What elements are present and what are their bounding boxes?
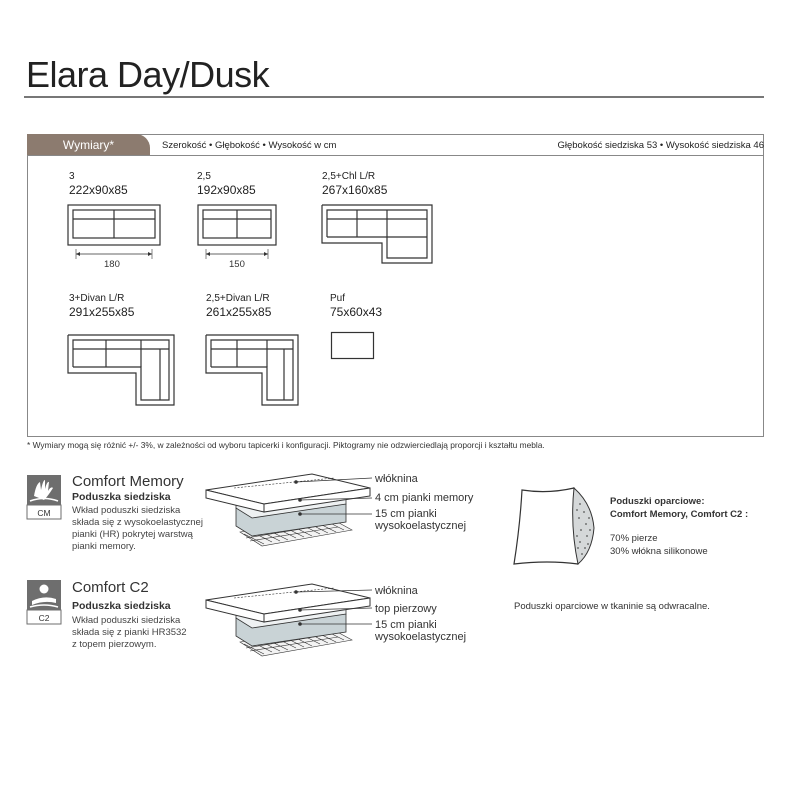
back-cushion-heading: Poduszki oparciowe: (610, 496, 705, 507)
page-title: Elara Day/Dusk (26, 54, 270, 95)
comfort-c2-title: Comfort C2 (72, 579, 149, 596)
back-cushion-fibres: 30% włókna silikonowe (610, 546, 708, 557)
seat-dimensions-label: Głębokość siedziska 53 • Wysokość siedziska 46 (557, 140, 764, 151)
cm-layer-foam: 15 cm pianki (375, 508, 437, 520)
comfort-c2-badge: C2 (38, 613, 50, 623)
item-name-2-5: 2,5 (197, 171, 211, 182)
c2-layer-feather-top: top pierzowy (375, 603, 437, 615)
back-cushion-diagram (508, 484, 604, 572)
sofa-divan-3-diagram (66, 333, 178, 407)
item-size-chaise: 267x160x85 (322, 183, 388, 197)
puf-diagram (330, 331, 376, 361)
dimensions-footnote: * Wymiary mogą się różnić +/- 3%, w zależności od wyboru tapicerki i konfiguracji. Piktogramy nie odzwierciedlają proporcji i kształtu mebla. (27, 440, 545, 450)
item-size-divan-2-5: 261x255x85 (206, 305, 272, 319)
seat-width-2-5: 150 (229, 259, 245, 270)
comfort-memory-badge: CM (37, 508, 51, 518)
item-name-chaise: 2,5+Chl L/R (322, 171, 376, 182)
item-name-puf: Puf (330, 293, 346, 304)
item-size-2-5: 192x90x85 (197, 183, 256, 197)
dimensions-header-rule (27, 155, 764, 156)
c2-layer-foam: 15 cm pianki (375, 619, 437, 631)
item-name-divan-2-5: 2,5+Divan L/R (206, 293, 270, 304)
comfort-memory-cushion-diagram (204, 470, 374, 570)
dimensions-tab: Wymiary* (27, 134, 150, 156)
item-name-3: 3 (69, 171, 75, 182)
comfort-memory-title: Comfort Memory (72, 473, 184, 490)
cm-layer-memory: 4 cm pianki memory (375, 492, 474, 504)
back-cushion-feathers: 70% pierze (610, 533, 658, 544)
item-size-puf: 75x60x43 (330, 305, 383, 319)
seat-width-3: 180 (104, 259, 120, 270)
item-size-divan-3: 291x255x85 (69, 305, 135, 319)
comfort-c2-description: Wkład poduszki siedziska składa się z pianki HR3532 z topem pierzowym. (72, 615, 187, 650)
item-size-3: 222x90x85 (69, 183, 128, 197)
title-divider (24, 96, 764, 98)
sofa-divan-2-5-diagram (204, 333, 302, 407)
sofa-chaise-diagram (320, 203, 436, 265)
cm-layer-foam-2: wysokoelastycznej (375, 520, 467, 532)
comfort-c2-cushion-diagram (204, 580, 374, 680)
units-label: Szerokość • Głębokość • Wysokość w cm (162, 140, 337, 151)
reversible-note: Poduszki oparciowe w tkaninie są odwracalne. (514, 601, 710, 612)
c2-layer-fibre: włóknina (375, 585, 418, 597)
c2-layer-foam-2: wysokoelastycznej (375, 631, 467, 643)
comfort-memory-description: Wkład poduszki siedziska składa się z wysokoelastycznej pianki (HR) pokrytej warstwą pianki memory. (72, 505, 203, 552)
comfort-c2-subtitle: Poduszka siedziska (72, 600, 171, 612)
cm-layer-fibre: włóknina (375, 473, 418, 485)
comfort-memory-subtitle: Poduszka siedziska (72, 491, 171, 503)
item-name-divan-3: 3+Divan L/R (69, 293, 125, 304)
back-cushion-models: Comfort Memory, Comfort C2 : (610, 509, 749, 520)
